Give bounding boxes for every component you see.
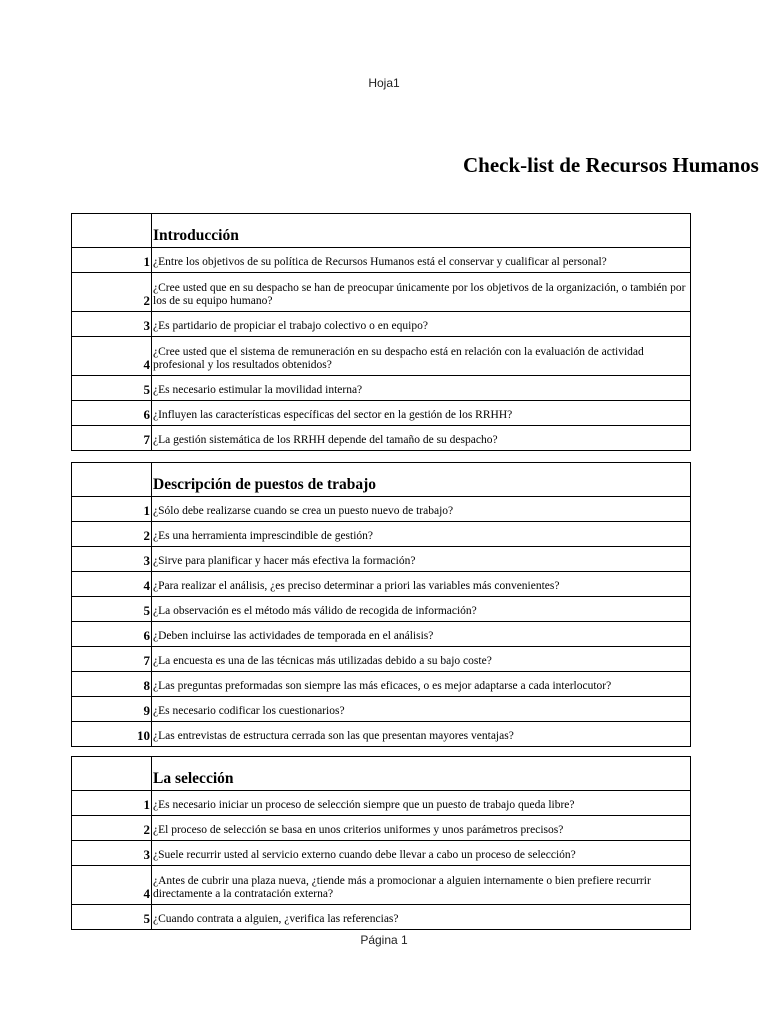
question-number: 3 (72, 312, 152, 337)
question-number: 8 (72, 672, 152, 697)
question-number: 4 (72, 572, 152, 597)
question-text: ¿Deben incluirse las actividades de temporada en el análisis? (152, 622, 691, 647)
question-row (72, 401, 691, 426)
sheet-header: Hoja1 (368, 76, 400, 90)
page-footer: Página 1 (360, 933, 408, 947)
question-text: ¿Es partidario de propiciar el trabajo colectivo o en equipo? (152, 312, 691, 337)
question-row (72, 697, 691, 722)
question-text: ¿Las preguntas preformadas son siempre las más eficaces, o es mejor adaptarse a cada interlocutor? (152, 672, 691, 697)
question-number: 9 (72, 697, 152, 722)
question-row (72, 647, 691, 672)
question-row (72, 522, 691, 547)
question-number: 7 (72, 426, 152, 451)
question-number: 6 (72, 401, 152, 426)
section-title: Descripción de puestos de trabajo (152, 463, 691, 497)
question-number: 7 (72, 647, 152, 672)
section-title: Introducción (152, 214, 691, 248)
question-text: ¿La gestión sistemática de los RRHH depende del tamaño de su despacho? (152, 426, 691, 451)
question-number: 4 (72, 866, 152, 905)
question-row (72, 426, 691, 451)
question-text: ¿Cuando contrata a alguien, ¿verifica las referencias? (152, 905, 691, 930)
section-title: La selección (152, 757, 691, 791)
question-number: 3 (72, 547, 152, 572)
section-header-row (72, 463, 691, 497)
question-row (72, 572, 691, 597)
question-row (72, 273, 691, 312)
section-header-blank-cell (72, 757, 152, 791)
question-text: ¿Entre los objetivos de su política de Recursos Humanos está el conservar y cualificar al personal? (152, 248, 691, 273)
question-text: ¿La encuesta es una de las técnicas más utilizadas debido a su bajo coste? (152, 647, 691, 672)
question-row (72, 722, 691, 747)
question-text: ¿Antes de cubrir una plaza nueva, ¿tiende más a promocionar a alguien internamente o bien prefiere recurrir directamente a la contratación externa? (152, 866, 691, 905)
question-number: 2 (72, 273, 152, 312)
question-number: 1 (72, 497, 152, 522)
question-row (72, 791, 691, 816)
question-row (72, 376, 691, 401)
question-text: ¿Las entrevistas de estructura cerrada son las que presentan mayores ventajas? (152, 722, 691, 747)
question-row (72, 248, 691, 273)
question-number: 2 (72, 816, 152, 841)
question-text: ¿Para realizar el análisis, ¿es preciso determinar a priori las variables más convenientes? (152, 572, 691, 597)
question-number: 10 (72, 722, 152, 747)
question-text: ¿Cree usted que en su despacho se han de preocupar únicamente por los objetivos de la organización, o también por los de su equipo humano? (152, 273, 691, 312)
question-text: ¿Influyen las características específicas del sector en la gestión de los RRHH? (152, 401, 691, 426)
question-row (72, 597, 691, 622)
question-text: ¿Es necesario iniciar un proceso de selección siempre que un puesto de trabajo queda libre? (152, 791, 691, 816)
question-number: 1 (72, 248, 152, 273)
question-row (72, 312, 691, 337)
question-text: ¿Es necesario estimular la movilidad interna? (152, 376, 691, 401)
question-row (72, 866, 691, 905)
question-text: ¿Cree usted que el sistema de remuneración en su despacho está en relación con la evaluación de actividad profesional y los resultados obtenidos? (152, 337, 691, 376)
question-number: 1 (72, 791, 152, 816)
question-text: ¿Es necesario codificar los cuestionarios? (152, 697, 691, 722)
section-la-seleccion (71, 756, 691, 930)
question-text: ¿Suele recurrir usted al servicio externo cuando debe llevar a cabo un proceso de selección? (152, 841, 691, 866)
section-header-row (72, 214, 691, 248)
question-text: ¿Sólo debe realizarse cuando se crea un puesto nuevo de trabajo? (152, 497, 691, 522)
question-number: 5 (72, 376, 152, 401)
question-row (72, 497, 691, 522)
question-row (72, 547, 691, 572)
question-text: ¿Es una herramienta imprescindible de gestión? (152, 522, 691, 547)
section-header-blank-cell (72, 214, 152, 248)
question-row (72, 816, 691, 841)
question-number: 5 (72, 597, 152, 622)
question-number: 4 (72, 337, 152, 376)
question-number: 5 (72, 905, 152, 930)
section-header-blank-cell (72, 463, 152, 497)
document-title: Check-list de Recursos Humanos (463, 153, 759, 177)
question-row (72, 337, 691, 376)
question-text: ¿La observación es el método más válido de recogida de información? (152, 597, 691, 622)
section-header-row (72, 757, 691, 791)
question-text: ¿El proceso de selección se basa en unos criterios uniformes y unos parámetros precisos? (152, 816, 691, 841)
question-number: 6 (72, 622, 152, 647)
question-row (72, 905, 691, 930)
question-number: 2 (72, 522, 152, 547)
question-row (72, 622, 691, 647)
section-introduccion (71, 213, 691, 451)
section-descripcion-puestos (71, 462, 691, 747)
question-text: ¿Sirve para planificar y hacer más efectiva la formación? (152, 547, 691, 572)
question-number: 3 (72, 841, 152, 866)
question-row (72, 841, 691, 866)
question-row (72, 672, 691, 697)
